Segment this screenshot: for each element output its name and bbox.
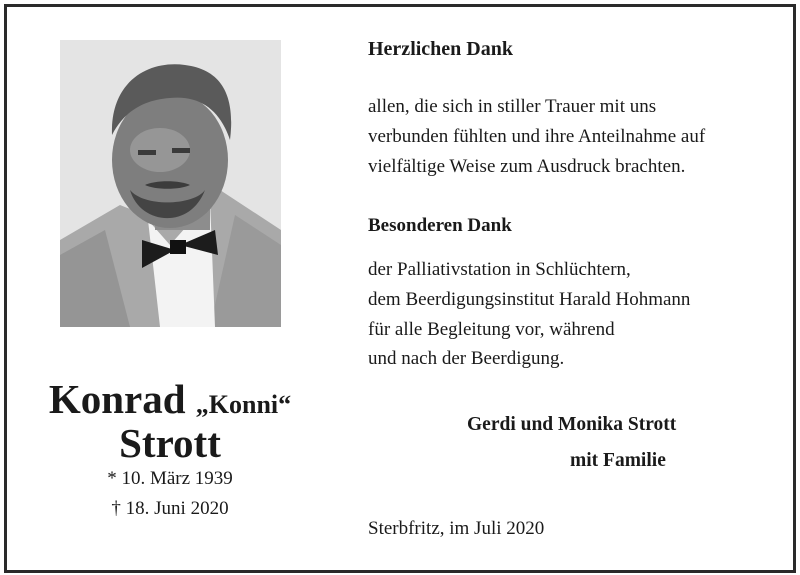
birth-date: * 10. März 1939 [107, 468, 233, 489]
portrait-photo [60, 40, 281, 327]
nickname: „Konni“ [195, 390, 292, 419]
place-date: Sterbfritz, im Juli 2020 [368, 518, 545, 539]
special-thanks-line: dem Beerdigungsinstitut Harald Hohmann [368, 289, 691, 310]
signature-line-1: Gerdi und Monika Strott [467, 414, 677, 435]
thanks-line: allen, die sich in stiller Trauer mit uns [368, 96, 657, 117]
thanks-line: verbunden fühlten und ihre Anteilnahme auf [368, 126, 706, 147]
thanks-heading: Herzlichen Dank [368, 38, 513, 60]
special-thanks-line: der Palliativstation in Schlüchtern, [368, 259, 631, 280]
thanks-line: vielfältige Weise zum Ausdruck brachten. [368, 156, 686, 177]
special-thanks-heading: Besonderen Dank [368, 215, 512, 236]
special-thanks-line: und nach der Beerdigung. [368, 348, 565, 369]
first-name: Konrad [48, 376, 186, 422]
last-name: Strott [119, 420, 221, 466]
signature-line-2: mit Familie [570, 450, 666, 471]
death-date: † 18. Juni 2020 [111, 498, 229, 519]
special-thanks-line: für alle Begleitung vor, während [368, 319, 615, 340]
